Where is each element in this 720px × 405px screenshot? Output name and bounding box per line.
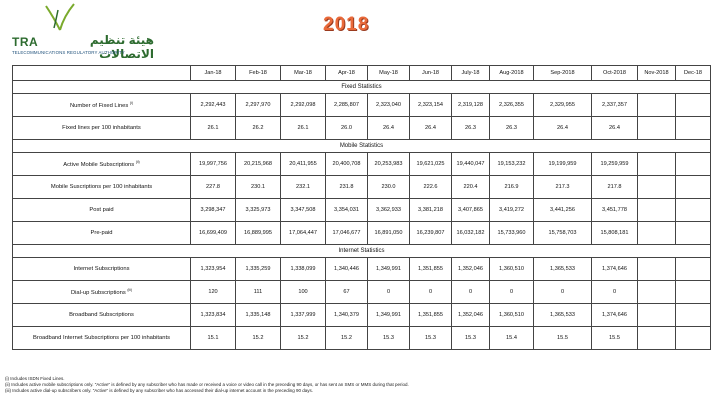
- row-label-text: Active Mobile Subscriptions: [63, 161, 135, 168]
- table-cell: 19,621,025: [410, 153, 452, 176]
- table-cell: 15.4: [490, 327, 534, 350]
- table-cell: 3,325,973: [236, 199, 281, 222]
- table-cell: 0: [490, 281, 534, 304]
- month-header: Apr-18: [326, 66, 368, 81]
- table-cell: 19,199,959: [534, 153, 592, 176]
- section-title: Internet Statistics: [13, 245, 711, 258]
- table-cell: [676, 281, 711, 304]
- table-row: [13, 176, 711, 199]
- row-label-text: Fixed lines per 100 inhabitants: [62, 125, 141, 131]
- table-cell: 0: [452, 281, 490, 304]
- table-cell: 1,374,646: [592, 304, 638, 327]
- table-cell: 232.1: [281, 176, 326, 199]
- row-label: [13, 153, 191, 176]
- table-cell: [676, 327, 711, 350]
- table-cell: 3,298,347: [191, 199, 236, 222]
- row-label: [13, 258, 191, 281]
- row-label: [13, 199, 191, 222]
- table-cell: 230.0: [368, 176, 410, 199]
- table-cell: 227.8: [191, 176, 236, 199]
- table-cell: 15.3: [368, 327, 410, 350]
- table-cell: [676, 117, 711, 140]
- row-label-text: Dial-up Subscriptions: [70, 289, 126, 296]
- table-cell: 3,362,933: [368, 199, 410, 222]
- table-row: [13, 153, 711, 176]
- table-cell: 19,440,047: [452, 153, 490, 176]
- table-cell: 17,046,677: [326, 222, 368, 245]
- footnote-marker: (ii): [135, 160, 140, 165]
- month-header: Nov-2018: [638, 66, 676, 81]
- table-cell: 1,365,533: [534, 258, 592, 281]
- row-label-text: Mobile Suscriptions per 100 inhabitants: [50, 184, 153, 190]
- row-label-text: Internet Subscriptions: [73, 266, 130, 272]
- page-title-year: 2018: [323, 14, 370, 35]
- table-cell: 1,349,991: [368, 304, 410, 327]
- table-cell: [676, 304, 711, 327]
- table-cell: 1,349,991: [368, 258, 410, 281]
- table-cell: 2,285,807: [326, 94, 368, 117]
- row-label: [13, 327, 191, 350]
- table-cell: 220.4: [452, 176, 490, 199]
- table-cell: 1,340,379: [326, 304, 368, 327]
- tra-logo: [8, 2, 158, 61]
- table-cell: [676, 176, 711, 199]
- month-header: Oct-2018: [592, 66, 638, 81]
- table-cell: 20,411,955: [281, 153, 326, 176]
- table-cell: 3,381,218: [410, 199, 452, 222]
- table-row: [13, 117, 711, 140]
- table-cell: 15.3: [452, 327, 490, 350]
- table-cell: [676, 153, 711, 176]
- row-label-text: Broadband Subscriptions: [69, 312, 134, 318]
- table-cell: [638, 327, 676, 350]
- table-cell: 1,338,099: [281, 258, 326, 281]
- table-cell: 100: [281, 281, 326, 304]
- table-cell: 0: [368, 281, 410, 304]
- row-label-text: Broadband Internet Subscriptions per 100 inhabitants: [33, 335, 170, 341]
- table-cell: 20,253,983: [368, 153, 410, 176]
- footnote-marker: (i): [129, 101, 134, 106]
- row-label-text: Pre-paid: [90, 230, 113, 236]
- table-cell: 26.4: [368, 117, 410, 140]
- table-cell: 20,215,968: [236, 153, 281, 176]
- table-cell: 2,329,955: [534, 94, 592, 117]
- table-cell: 222.6: [410, 176, 452, 199]
- table-cell: 120: [191, 281, 236, 304]
- table-cell: 19,259,959: [592, 153, 638, 176]
- table-cell: 15.2: [236, 327, 281, 350]
- table-cell: 20,400,708: [326, 153, 368, 176]
- row-label: [13, 222, 191, 245]
- table-cell: 2,297,970: [236, 94, 281, 117]
- section-title: Fixed Statistics: [13, 81, 711, 94]
- table-cell: 3,441,256: [534, 199, 592, 222]
- table-cell: 1,323,954: [191, 258, 236, 281]
- month-header: Aug-2018: [490, 66, 534, 81]
- table-cell: [638, 153, 676, 176]
- table-cell: 19,997,756: [191, 153, 236, 176]
- month-header: Jan-18: [191, 66, 236, 81]
- section-row-internet: [13, 245, 711, 258]
- table-cell: 15.3: [410, 327, 452, 350]
- month-header: Feb-18: [236, 66, 281, 81]
- table-cell: [638, 222, 676, 245]
- table-cell: 15.1: [191, 327, 236, 350]
- table-cell: [638, 94, 676, 117]
- row-label: [13, 176, 191, 199]
- table-cell: 3,407,865: [452, 199, 490, 222]
- table-cell: 15.5: [534, 327, 592, 350]
- table-row: [13, 258, 711, 281]
- table-cell: 2,323,154: [410, 94, 452, 117]
- table-cell: 1,335,259: [236, 258, 281, 281]
- table-cell: [638, 304, 676, 327]
- table-cell: 26.3: [452, 117, 490, 140]
- table-cell: 231.8: [326, 176, 368, 199]
- table-cell: 3,419,272: [490, 199, 534, 222]
- section-title: Mobile Statistics: [13, 140, 711, 153]
- row-label: [13, 281, 191, 304]
- table-cell: 15.2: [281, 327, 326, 350]
- month-header: Jun-18: [410, 66, 452, 81]
- table-cell: 217.3: [534, 176, 592, 199]
- table-cell: 67: [326, 281, 368, 304]
- table-cell: [676, 222, 711, 245]
- table-cell: 230.1: [236, 176, 281, 199]
- month-header: Mar-18: [281, 66, 326, 81]
- table-cell: 1,340,446: [326, 258, 368, 281]
- table-cell: 0: [410, 281, 452, 304]
- statistics-table: [12, 65, 711, 350]
- month-header: Dec-18: [676, 66, 711, 81]
- table-cell: 19,153,232: [490, 153, 534, 176]
- row-label: [13, 117, 191, 140]
- table-cell: 16,032,182: [452, 222, 490, 245]
- logo-authority-name: TELECOMMUNICATIONS REGULATORY AUTHORITY: [12, 50, 125, 55]
- table-cell: 3,451,778: [592, 199, 638, 222]
- table-cell: 2,323,040: [368, 94, 410, 117]
- table-cell: 1,337,999: [281, 304, 326, 327]
- header-row: [13, 66, 711, 81]
- row-label: [13, 94, 191, 117]
- header-blank: [13, 66, 191, 81]
- table-cell: 1,335,148: [236, 304, 281, 327]
- table-cell: 1,360,510: [490, 258, 534, 281]
- table-cell: 16,239,807: [410, 222, 452, 245]
- section-row-fixed: [13, 81, 711, 94]
- table-cell: 17,064,447: [281, 222, 326, 245]
- table-row: [13, 199, 711, 222]
- footnote: (iii) Includes active dial-up subscribers only. "Active" is defined by any subscriber who has accessed their dial-up internet account in the preceding 90 days.: [5, 388, 314, 394]
- table-cell: 1,323,834: [191, 304, 236, 327]
- table-row: [13, 304, 711, 327]
- table-cell: 15.2: [326, 327, 368, 350]
- table-cell: 111: [236, 281, 281, 304]
- table-row: [13, 281, 711, 304]
- logo-arabic-name: هيئة تنظيم الاتصالات: [89, 33, 154, 61]
- table-cell: 26.1: [191, 117, 236, 140]
- table-cell: 2,292,098: [281, 94, 326, 117]
- table-cell: 0: [534, 281, 592, 304]
- row-label-text: Number of Fixed Lines: [69, 102, 129, 109]
- table-cell: 16,891,050: [368, 222, 410, 245]
- table-cell: 26.2: [236, 117, 281, 140]
- table-cell: 15,808,181: [592, 222, 638, 245]
- table-cell: 217.8: [592, 176, 638, 199]
- table-row: [13, 94, 711, 117]
- table-cell: 26.4: [410, 117, 452, 140]
- table-cell: 26.3: [490, 117, 534, 140]
- table-cell: 15,733,960: [490, 222, 534, 245]
- month-header: July-18: [452, 66, 490, 81]
- table-cell: [638, 117, 676, 140]
- table-cell: [676, 258, 711, 281]
- table-row: [13, 327, 711, 350]
- table-cell: 26.0: [326, 117, 368, 140]
- table-cell: 216.9: [490, 176, 534, 199]
- table-cell: [676, 94, 711, 117]
- table-row: [13, 222, 711, 245]
- table-cell: 3,354,031: [326, 199, 368, 222]
- table-cell: [676, 199, 711, 222]
- table-cell: 16,699,409: [191, 222, 236, 245]
- table-cell: 15,758,703: [534, 222, 592, 245]
- table-cell: 2,326,355: [490, 94, 534, 117]
- table-cell: 1,352,046: [452, 258, 490, 281]
- footnotes: [5, 376, 409, 395]
- row-label: [13, 304, 191, 327]
- table-cell: 1,351,855: [410, 304, 452, 327]
- table-cell: 1,360,510: [490, 304, 534, 327]
- table-cell: 2,337,357: [592, 94, 638, 117]
- month-header: Sep-2018: [534, 66, 592, 81]
- table-cell: 26.1: [281, 117, 326, 140]
- table-cell: 2,292,443: [191, 94, 236, 117]
- section-row-mobile: [13, 140, 711, 153]
- table-cell: 3,347,508: [281, 199, 326, 222]
- logo-abbr: TRA: [12, 35, 39, 49]
- table-cell: [638, 258, 676, 281]
- tra-emblem-icon: [30, 2, 82, 34]
- table-cell: [638, 199, 676, 222]
- table-cell: 2,319,128: [452, 94, 490, 117]
- table-cell: 1,365,533: [534, 304, 592, 327]
- table-cell: 1,352,046: [452, 304, 490, 327]
- footnote-marker: (iii): [127, 288, 133, 293]
- table-cell: 0: [592, 281, 638, 304]
- table-cell: 16,889,995: [236, 222, 281, 245]
- table-cell: 1,351,855: [410, 258, 452, 281]
- table-cell: 1,374,646: [592, 258, 638, 281]
- table-cell: [638, 176, 676, 199]
- footnote: (i) Includes ISDN Fixed Lines.: [5, 376, 65, 381]
- table-cell: [638, 281, 676, 304]
- table-cell: 15.5: [592, 327, 638, 350]
- month-header: May-18: [368, 66, 410, 81]
- row-label-text: Post paid: [89, 207, 114, 213]
- table-cell: 26.4: [592, 117, 638, 140]
- table-cell: 26.4: [534, 117, 592, 140]
- footnote: (ii) Includes active mobile subscriptions only. "Active" is defined by any subscriber who has made or received a voice or video call in the preceding 90 days, or has sent an SMS or MMS during that period.: [5, 382, 409, 388]
